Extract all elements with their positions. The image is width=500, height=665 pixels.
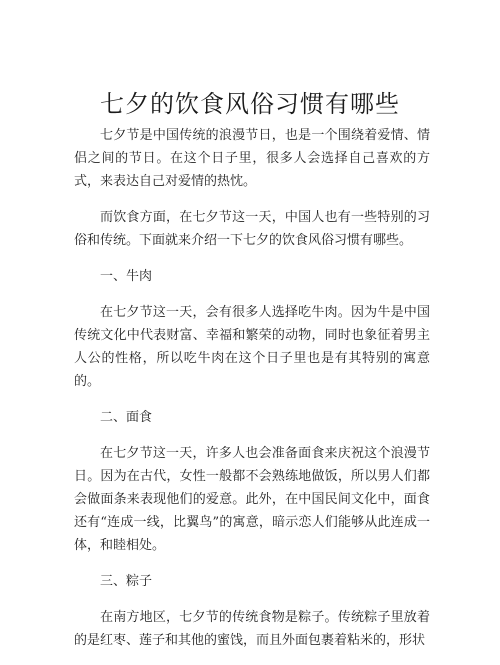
section-paragraph-zongzi: 在南方地区，七夕节的传统食物是粽子。传统粽子里放着的是红枣、莲子和其他的蜜饯，而且外面包裹着粘米的，形状 — [74, 610, 430, 648]
section-heading-zongzi: 三、粽子 — [100, 574, 153, 589]
document-body — [74, 124, 430, 665]
intro-paragraph-2: 而饮食方面，在七夕节这一天，中国人也有一些特别的习俗和传统。下面就来介绍一下七夕的饮食风俗习惯有哪些。 — [74, 210, 430, 248]
section-paragraph-beef: 在七夕节这一天，会有很多人选择吃牛肉。因为牛是中国传统文化中代表财富、幸福和繁荣的动物，同时也象征着男主人公的性格，所以吃牛肉在这个日子里也是有其特别的寓意的。 — [74, 305, 430, 389]
section-heading-beef: 一、牛肉 — [100, 269, 153, 284]
section-heading-noodles: 二、面食 — [100, 410, 153, 425]
document-title: 七夕的饮食风俗习惯有哪些 — [100, 90, 400, 118]
section-paragraph-noodles: 在七夕节这一天，许多人也会准备面食来庆祝这个浪漫节日。因为在古代，女性一般都不会熟练地做饭，所以男人们都会做面条来表现他们的爱意。此外，在中国民间文化中，面食还有“连成一线，比翼鸟”的寓意，暗示恋人们能够从此连成一体，和睦相处。 — [74, 446, 430, 553]
intro-paragraph-1: 七夕节是中国传统的浪漫节日，也是一个围绕着爱情、情侣之间的节日。在这个日子里，很多人会选择自己喜欢的方式，来表达自己对爱情的热忱。 — [74, 128, 430, 189]
